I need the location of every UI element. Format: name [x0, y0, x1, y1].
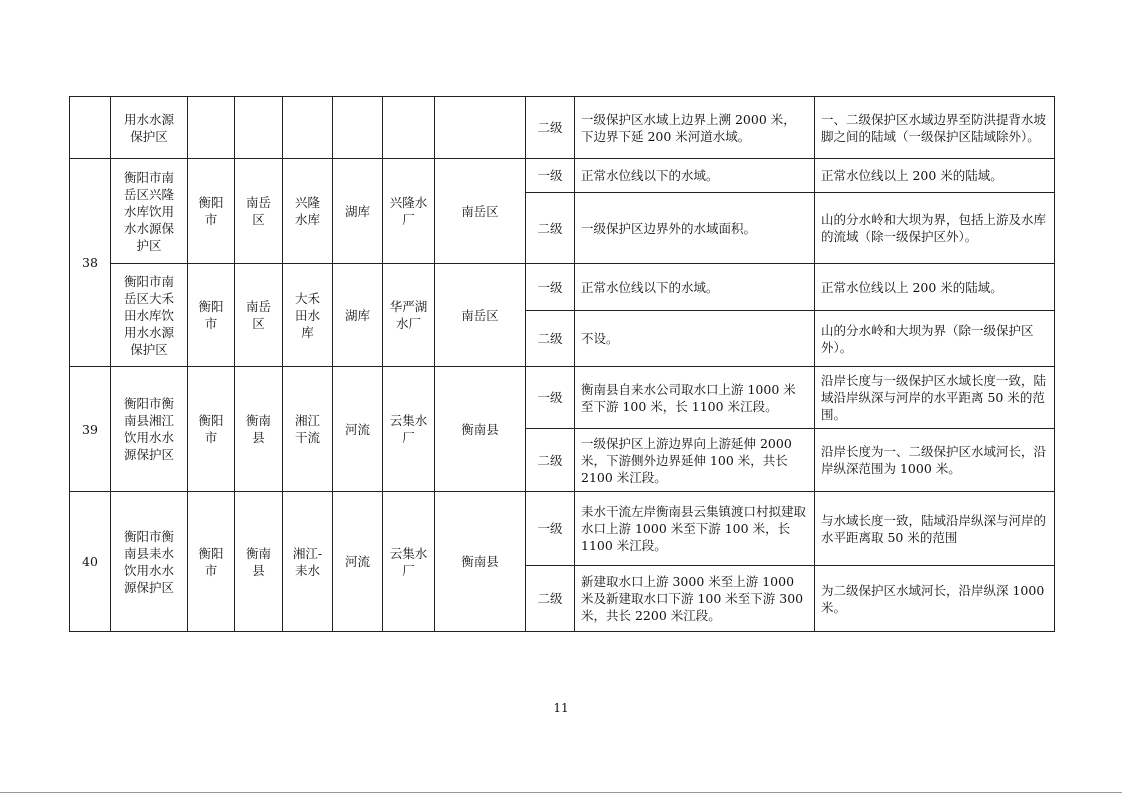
water-area-cell: 一级保护区上游边界向上游延伸 2000 米，下游侧外边界延伸 100 米，共长 2100 米江段。: [575, 429, 815, 492]
served-area-cell: 南岳区: [435, 264, 526, 367]
type-cell: 湖库: [333, 159, 383, 264]
district-cell: 南岳 区: [235, 159, 283, 264]
type-cell: 湖库: [333, 264, 383, 367]
land-area-cell: 正常水位线以上 200 米的陆域。: [815, 264, 1055, 311]
row-number-cell: 38: [70, 159, 111, 367]
plant-cell: 兴隆水 厂: [383, 159, 435, 264]
plant-cell: 华严湖 水厂: [383, 264, 435, 367]
level-cell: 二级: [526, 97, 575, 159]
table-row: [70, 492, 1055, 566]
plant-cell: 云集水 厂: [383, 492, 435, 632]
table-row: [70, 97, 1055, 159]
city-cell: 衡阳 市: [188, 159, 235, 264]
served-area-cell: 衡南县: [435, 492, 526, 632]
water-body-cell: 湘江 干流: [283, 367, 333, 492]
type-cell: 河流: [333, 492, 383, 632]
type-cell: [333, 97, 383, 159]
row-number-cell: [70, 97, 111, 159]
district-cell: 衡南 县: [235, 367, 283, 492]
water-body-cell: 兴隆 水库: [283, 159, 333, 264]
water-body-cell: 大禾 田水 库: [283, 264, 333, 367]
water-body-cell: 湘江- 耒水: [283, 492, 333, 632]
source-name-cell: 衡阳市南 岳区大禾 田水库饮 用水水源 保护区: [111, 264, 188, 367]
source-name-cell: 用水水源 保护区: [111, 97, 188, 159]
row-number-cell: 40: [70, 492, 111, 632]
level-cell: 二级: [526, 566, 575, 632]
served-area-cell: 南岳区: [435, 159, 526, 264]
served-area-cell: 衡南县: [435, 367, 526, 492]
land-area-cell: 正常水位线以上 200 米的陆域。: [815, 159, 1055, 193]
land-area-cell: 山的分水岭和大坝为界（除一级保护区外）。: [815, 311, 1055, 367]
level-cell: 一级: [526, 492, 575, 566]
water-area-cell: 衡南县自来水公司取水口上游 1000 米至下游 100 米，长 1100 米江段。: [575, 367, 815, 429]
land-area-cell: 山的分水岭和大坝为界，包括上游及水库的流域（除一级保护区外）。: [815, 193, 1055, 264]
source-name-cell: 衡阳市衡 南县湘江 饮用水水 源保护区: [111, 367, 188, 492]
city-cell: 衡阳 市: [188, 367, 235, 492]
water-body-cell: [283, 97, 333, 159]
level-cell: 二级: [526, 193, 575, 264]
district-cell: 衡南 县: [235, 492, 283, 632]
water-area-cell: 一级保护区水域上边界上溯 2000 米，下边界下延 200 米河道水域。: [575, 97, 815, 159]
served-area-cell: [435, 97, 526, 159]
level-cell: 一级: [526, 264, 575, 311]
plant-cell: [383, 97, 435, 159]
land-area-cell: 沿岸长度与一级保护区水域长度一致，陆域沿岸纵深与河岸的水平距离 50 米的范围。: [815, 367, 1055, 429]
level-cell: 二级: [526, 429, 575, 492]
plant-cell: 云集水 厂: [383, 367, 435, 492]
source-name-cell: 衡阳市衡 南县耒水 饮用水水 源保护区: [111, 492, 188, 632]
land-area-cell: 与水域长度一致，陆域沿岸纵深与河岸的水平距离取 50 米的范围: [815, 492, 1055, 566]
district-cell: 南岳 区: [235, 264, 283, 367]
water-area-cell: 不设。: [575, 311, 815, 367]
land-area-cell: 为二级保护区水域河长，沿岸纵深 1000 米。: [815, 566, 1055, 632]
page-number: 11: [553, 701, 569, 715]
land-area-cell: 一、二级保护区水域边界至防洪提背水坡脚之间的陆域（一级保护区陆域除外）。: [815, 97, 1055, 159]
water-source-protection-table: [69, 96, 1055, 632]
level-cell: 一级: [526, 367, 575, 429]
water-area-cell: 一级保护区边界外的水域面积。: [575, 193, 815, 264]
table-row: [70, 367, 1055, 429]
water-area-cell: 正常水位线以下的水域。: [575, 159, 815, 193]
water-area-cell: 新建取水口上游 3000 米至上游 1000 米及新建取水口下游 100 米至下游 300 米，共长 2200 米江段。: [575, 566, 815, 632]
source-name-cell: 衡阳市南 岳区兴隆 水库饮用 水水源保 护区: [111, 159, 188, 264]
city-cell: 衡阳 市: [188, 492, 235, 632]
water-area-cell: 正常水位线以下的水域。: [575, 264, 815, 311]
table-row: [70, 264, 1055, 311]
table-row: [70, 159, 1055, 193]
city-cell: [188, 97, 235, 159]
row-number-cell: 39: [70, 367, 111, 492]
level-cell: 一级: [526, 159, 575, 193]
water-area-cell: 耒水干流左岸衡南县云集镇渡口村拟建取水口上游 1000 米至下游 100 米，长 1100 米江段。: [575, 492, 815, 566]
level-cell: 二级: [526, 311, 575, 367]
city-cell: 衡阳 市: [188, 264, 235, 367]
type-cell: 河流: [333, 367, 383, 492]
district-cell: [235, 97, 283, 159]
land-area-cell: 沿岸长度为一、二级保护区水域河长，沿岸纵深范围为 1000 米。: [815, 429, 1055, 492]
